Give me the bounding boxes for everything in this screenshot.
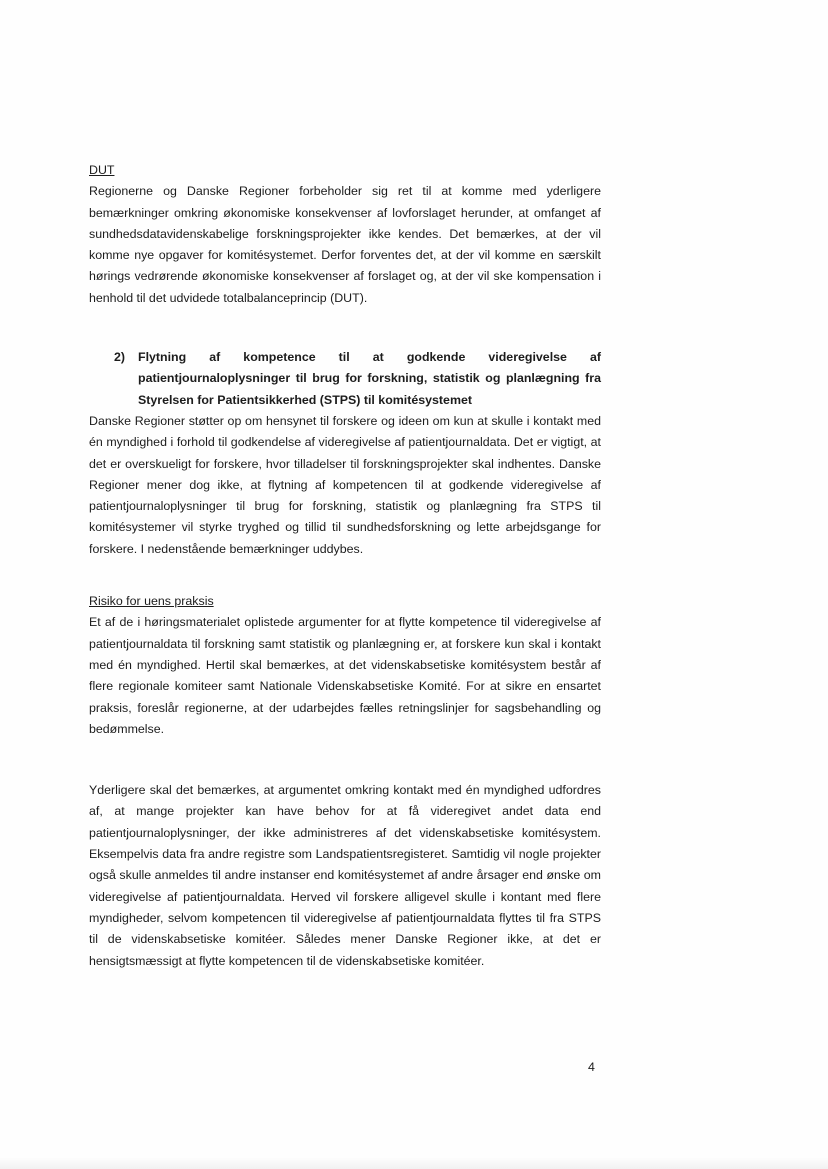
scan-edge-shadow [0, 1157, 828, 1169]
spacer [89, 740, 601, 780]
risiko-paragraph-1: Et af de i høringsmaterialet oplistede argumenter for at flytte kompetence til videregivelse af patientjournaldata til forskning samt statistik og planlægning er, at forskere kun skal i kontakt med én myndighed. Hertil skal bemærkes, at det videnskabsetiske komitésystem består af flere regionale komiteer samt Nationale Videnskabsetiske Komité. For at sikre en ensartet praksis, foreslår regionerne, at der udarbejdes fælles retningslinjer for sagsbehandling og bedømmelse. [89, 615, 601, 736]
dut-paragraph: Regionerne og Danske Regioner forbeholder sig ret til at komme med yderligere bemærkninger omkring økonomiske konsekvenser af lovforslaget herunder, at omfanget af sundhedsdatavidenskabelige forskningsprojekter ikke kendes. Det bemærkes, at der vil komme nye opgaver for komitésystemet. Derfor forventes det, at der vil komme en særskilt hørings vedrørende økonomiske konsekvenser af forslaget og, at der vil ske kompensation i henhold til det udvidede totalbalanceprincip (DUT). [89, 184, 601, 305]
spacer [89, 560, 601, 591]
item-title: Flytning af kompetence til at godkende videregivelse af patientjournaloplysninger til brug for forskning, statistik og planlægning fra Styrelsen for Patientsikkerhed (STPS) til komitésystemet [138, 350, 601, 407]
item-number: 2) [114, 350, 126, 365]
dut-heading: DUT [89, 163, 115, 177]
numbered-item-2 [89, 347, 601, 411]
item-2-paragraph: Danske Regioner støtter op om hensynet til forskere og ideen om kun at skulle i kontakt med én myndighed i forhold til godkendelse af videregivelse af patientjournaldata. Det er vigtigt, at det er overskueligt for forskere, hvor tilladelser til forskningsprojekter skal indhentes. Danske Regioner mener dog ikke, at flytning af kompetencen til at godkende videregivelse af patientjournaloplysninger til brug for forskning, statistik og planlægning fra STPS til komitésystemer vil styrke tryghed og tillid til sundhedsforskning og lette arbejdsgange for forskere. I nedenstående bemærkninger uddybes. [89, 413, 601, 556]
page-number: 4 [588, 1060, 595, 1074]
risiko-heading: Risiko for uens praksis [89, 594, 214, 609]
page-content [89, 160, 601, 972]
risiko-paragraph-2: Yderligere skal det bemærkes, at argumentet omkring kontakt med én myndighed udfordres af, at mange projekter kan have behov for at få videregivet andet data end patientjournaloplysninger, der ikke administreres af det videnskabsetiske komitésystem. Eksempelvis data fra andre registre som Landspatientsregisteret. Samtidig vil nogle projekter også skulle anmeldes til andre instanser end komitésystemet af andre årsager end ønske om videregivelse af patientjournaldata. Herved vil forskere alligevel skulle i kontant med flere myndigheder, selvom kompetencen til videregivelse af patientjournaldata flyttes til fra STPS til de videnskabsetiske komitéer. Således mener Danske Regioner ikke, at det er hensigtsmæssigt at flytte kompetencen til de videnskabsetiske komitéer. [89, 783, 601, 968]
